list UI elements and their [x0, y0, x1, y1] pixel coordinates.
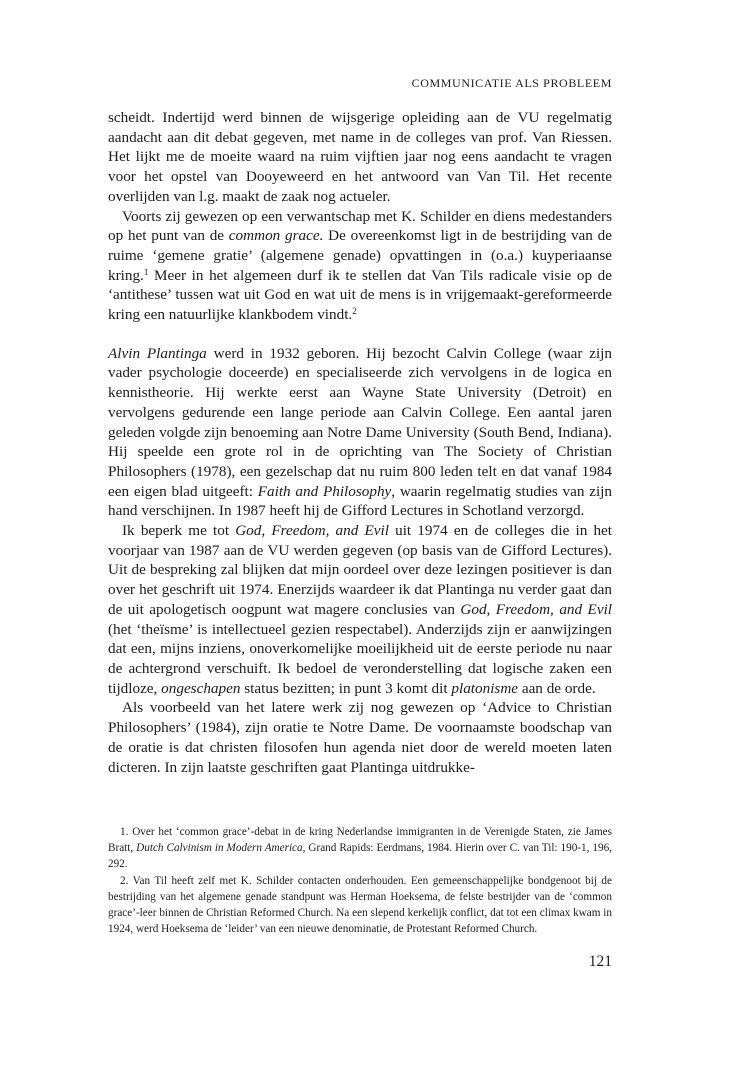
- fn1-text-a: 1. Over het ‘common grace’-debat in de kring Nederlandse immigranten in de Verenigde Staten, zie James Bratt,: [108, 826, 612, 855]
- footnote-2: 2. Van Til heeft zelf met K. Schilder contacten onderhouden. Een gemeenschappelijke bondgenoot bij de bestrijding van het algemene genade standpunt was Herman Hoeksema, de felste bestrijder van de ‘common grace’-leer binnen de Christian Reformed Church. Na een slepend kerkelijk conflict, dat tot een climax kwam in 1924, werd Hoeksema de ‘leider’ van een nieuwe denominatie, de Protestant Reformed Church.: [108, 874, 612, 936]
- p3-emphasis-name: Alvin Plantinga: [108, 344, 207, 362]
- paragraph-1: scheidt. Indertijd werd binnen de wijsgerige opleiding aan de VU regelmatig aandacht aan dit debat gegeven, met name in de colleges van prof. Van Riessen. Het lijkt me de moeite waard na ruim vijftien jaar nog eens aandacht te vragen voor het opstel van Dooyeweerd en het antwoord van Van Til. Het recente overlijden van l.g. maakt de zaak nog actueler.: [108, 109, 612, 205]
- p4-text-b: uit 1974 en de colleges die in het voorjaar van 1987 aan de VU werden gegeven (op basis van de Gifford Lectures). Uit de bespreking zal blijken dat mijn oordeel over deze lezingen positiever is dan over het geschrift uit 1974. Enerzijds waardeer ik dat Plantinga nu verder gaat dan de uit apologetisch oogpunt wat magere conclusies van: [108, 522, 613, 618]
- p4-text-d: status bezitten; in punt 3 komt dit: [240, 679, 452, 697]
- p2-text-c: Meer in het algemeen durf ik te stellen dat Van Tils radicale visie op de ‘antithese’ tussen wat uit God en wat uit de mens is in vrijgemaakt-gereformeerde kring een natuurlijke klankbodem vindt.: [108, 266, 612, 324]
- p2-emphasis-common-grace: common grace.: [228, 227, 324, 245]
- running-header: COMMUNICATIE ALS PROBLEEM: [411, 76, 612, 90]
- footnote-ref-1[interactable]: 1: [143, 266, 149, 277]
- p4-text-e: aan de orde.: [518, 679, 596, 697]
- paragraph-3: [108, 344, 612, 521]
- p4-emphasis-ongeschapen: ongeschapen: [161, 679, 241, 697]
- fn1-text-b: , Grand Rapids: Eerdmans, 1984. Hierin over C. van Til: 190-1, 196, 292.: [108, 842, 612, 871]
- p2-text-a: Voorts zij gewezen op een verwantschap met K. Schilder en diens medestanders op het punt van de: [108, 207, 612, 245]
- p4-text-c: (het ‘theïsme’ is intellectueel gezien respectabel). Anderzijds zijn er aanwijzingen dat een, mijns inziens, onoverkomelijke moeilijkheid uit de eerste periode nu naar de achtergrond verschuift. Ik bedoel de veronderstelling dat logische zaken een tijdloze,: [108, 620, 612, 697]
- footnote-ref-2[interactable]: 2: [352, 306, 357, 317]
- p3-emphasis-journal: Faith and Philosophy: [257, 482, 392, 500]
- p3-text-a: werd in 1932 geboren. Hij bezocht Calvin College (waar zijn vader psychologie doceerde) en specialiseerde zich vervolgens in de logica en kennistheorie. Hij werkte eerst aan Wayne State University (Detroit) en vervolgens gedurende een lange periode aan Calvin College. Een aantal jaren geleden volgde zijn benoeming aan Notre Dame University (South Bend, Indiana). Hij speelde een grote rol in de oprichting van The Society of Christian Philosophers (1978), een gezelschap dat nu ruim 800 leden telt en dat vanaf 1984 een eigen blad uitgeeft:: [108, 344, 612, 500]
- fn1-emphasis-title: Dutch Calvinism in Modern America: [136, 842, 303, 855]
- paragraph-4: [108, 521, 612, 698]
- main-text: [108, 108, 612, 777]
- paragraph-5: Als voorbeeld van het latere werk zij nog gewezen op ‘Advice to Christian Philosophers’ (1984), zijn oratie te Notre Dame. De voornaamste boodschap van de oratie is dat christen filosofen hun agenda niet door de wereld moeten laten dicteren. In zijn laatste geschriften gaat Plantinga uitdrukke-: [108, 699, 612, 776]
- page-number: 121: [588, 953, 612, 970]
- p4-text-a: Ik beperk me tot: [122, 522, 236, 540]
- paragraph-2: [108, 207, 612, 325]
- footnote-1: [108, 824, 612, 873]
- p3-text-b: , waarin regelmatig studies van zijn hand verschijnen. In 1987 heeft hij de Gifford Lectures in Schotland verzorgd.: [108, 482, 613, 520]
- p4-emphasis-book-1: God, Freedom, and Evil: [235, 522, 389, 540]
- p4-emphasis-platonisme: platonisme: [451, 679, 519, 697]
- footnotes: [108, 824, 612, 937]
- p4-emphasis-book-2: God, Freedom, and Evil: [460, 600, 613, 618]
- p2-text-b: De overeenkomst ligt in de bestrijding van de ruime ‘gemene gratie’ (algemene genade) opvattingen in (o.a.) kuyperiaanse kring.: [108, 227, 612, 284]
